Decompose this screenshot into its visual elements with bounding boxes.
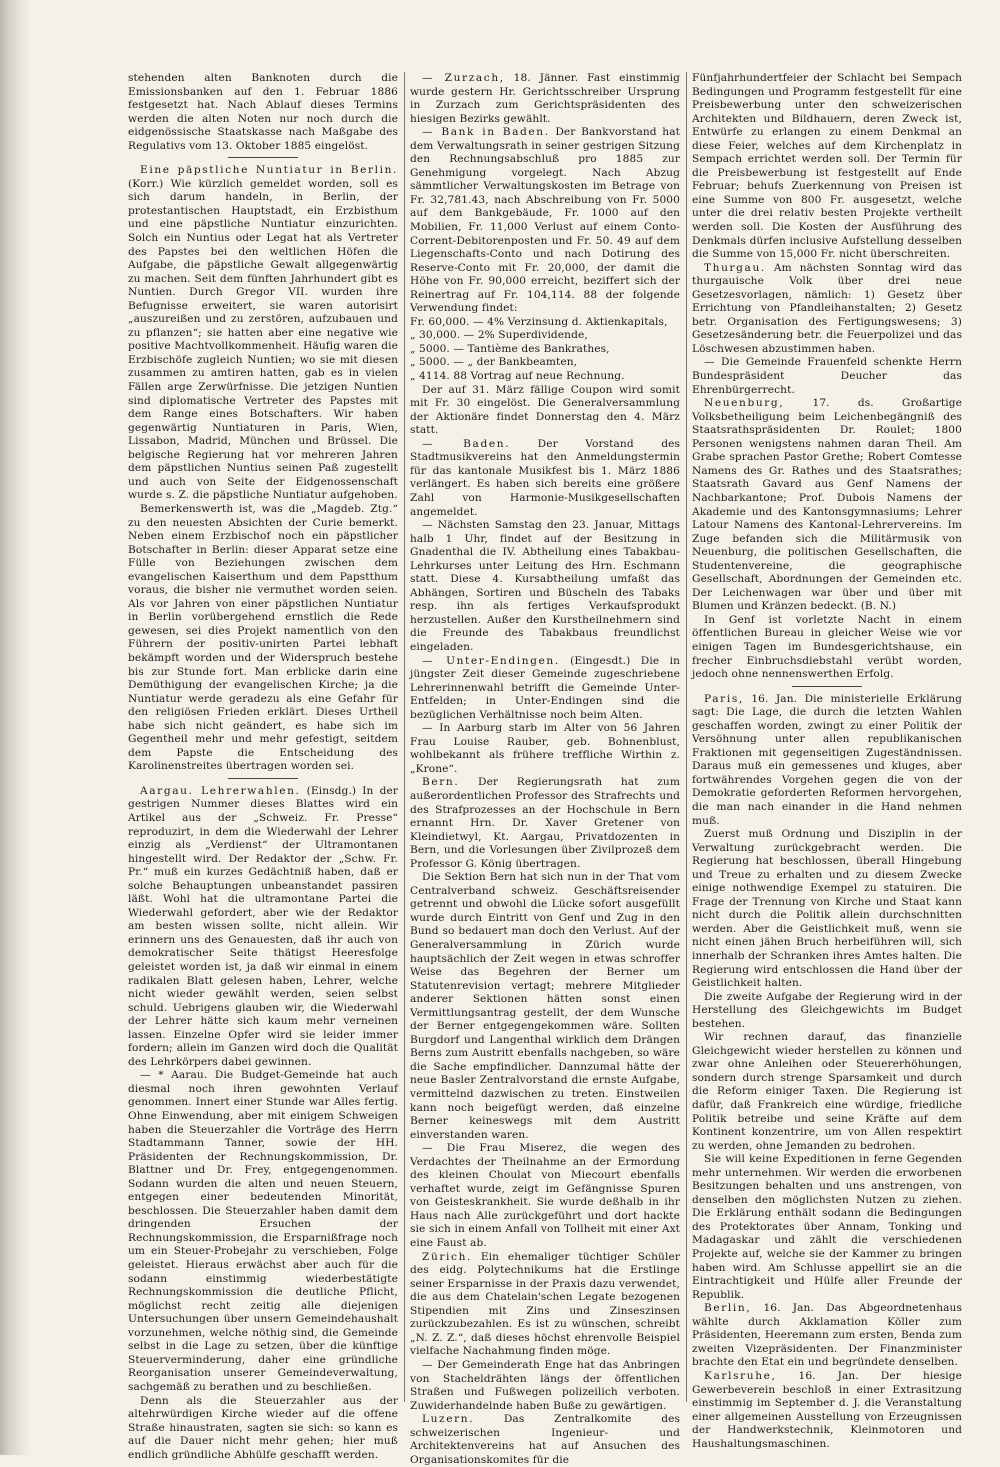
article-text: Der Regierungsrath hat zum außerordentlichen Professor des Strafrechts und des Strafprozesses an der Hochschule in Bern ernannt Hrn. Dr. Xaver Gretener von Kleindietwyl, Kt. Aargau, Privatdozenten in Bern, und die Vorlesungen über Zivilprozeß dem Professor G. König übertragen. [410, 776, 680, 870]
table-line [410, 343, 680, 357]
article-text: Der auf 31. März fällige Coupon wird somit mit Fr. 30 eingelöst. Die Generalversammlung der Aktionäre findet Donnerstag den 4. März statt. [410, 383, 680, 437]
article-paragraph [410, 871, 680, 1142]
article-text: 17. ds. Großartige Volksbetheiligung beim Leichenbegängniß des Staatsrathspräsidenten Dr. Roulet; 1800 Personen wenigstens nahmen daran Theil. Am Grabe sprachen Pastor Grethe; Robert Comtesse Namens des Gr. Rathes und des Staatsrathes; Staatsrath Gavard aus Genf Namens der Nachbarkantone; Prof. Dubois Namens der Akademie und des Kantonsgymnasiums; Lehrer Latour Namens des Kantonal-Lehrervereins. Im Zuge befanden sich die Militärmusik von Neuenburg, die politischen Gesellschaften, die Studentenvereine, die geographische Gesellschaft, Abordnungen der Gemeinden etc. Der Leichenwagen war über und über mit Blumen und Kränzen bedeckt. (B. N.) [692, 397, 962, 613]
section-separator [792, 686, 862, 687]
column-left [128, 72, 398, 1461]
article-heading: Thurgau. [704, 261, 766, 274]
article-heading: Luzern. [422, 1413, 475, 1426]
article-text: Denn als die Steuerzahler aus der altehrwürdigen Kirche wieder auf die offene Straße hinaustraten, sagten sie sich: so kann es auf die Dauer nicht mehr gehen; hier muß endlich gründliche Abhülfe geschafft werden. [128, 1394, 398, 1461]
article-paragraph [692, 1370, 962, 1451]
article-text: 16. Jan. Die ministerielle Erklärung sagt: Die Lage, die durch die letzten Wahlen geschaffen worden, zwingt zu einer Politik der Versöhnung unter allen republikanischen Fraktionen mit gegenseitigen Zugeständnissen. Daraus muß ein gemessenes und kluges, aber fortwährendes Vorgehen gegen die von der Demokratie geforderten Reformen hervorgehen, die man nach einander in die Hand nehmen muß. [692, 692, 962, 827]
article-text: Wir rechnen darauf, das finanzielle Gleichgewicht wieder herstellen zu können und zwar ohne Anleihen oder Steuererhöhungen, sondern durch strenge Sparsamkeit und durch die Reform einiger Taxen. Die Regierung ist dafür, daß Frankreich eine würdige, friedliche Politik betreibe und seine Kräfte auf dem Kontinent konzentrire, um von Allen respektirt zu werden, ohne Jemanden zu bedrohen. [692, 1031, 962, 1152]
newspaper-page [128, 72, 968, 1466]
article-paragraph [692, 262, 962, 357]
column-rule-right [686, 72, 687, 1402]
column-rule-left [404, 72, 405, 1402]
article-text: In Genf ist vorletzte Nacht in einem öffentlichen Bureau in gleicher Weise wie vor einigen Tagen im Bundesgerichtshause, ein frecher Einbruchsdiebstahl verübt worden, jedoch ohne nennenswerthen Erfolg. [692, 613, 962, 681]
article-paragraph [410, 519, 680, 654]
article-text: Sie will keine Expeditionen in ferne Gegenden mehr unternehmen. Wir werden die erworbenen Besitzungen behalten und uns anstrengen, von denselben den möglichsten Nutzen zu ziehen. Die Erklärung enthält sodann die Bedingungen des Protektorates über Annam, Tonking und Madagaskar und zählt die verschiedenen Projekte auf, welche sie der Kammer zu bringen haben wird. Am Schlusse appellirt sie an die Eintrachtigkeit und Hülfe aller Freunde der Republik. [692, 1153, 962, 1301]
article-text: „ 5000. — „ der Bankbeamten, [410, 356, 578, 369]
article-text: — * Aarau. Die Budget-Gemeinde hat auch diesmal noch ihren gewohnten Verlauf genommen. Innert einer Stunde war Alles fertig. Ohne Einwendung, aber mit einigem Schweigen haben die Steuerzahler die Vorträge des Herrn Stadtammann Tanner, sowie der HH. Präsidenten der Rechnungskommission, Dr. Blattner und Dr. Frey, entgegengenommen. Sodann wurden die alten und neuen Steuern, entgegen einer bedeutenden Minorität, beschlossen. Die Steuerzahler haben damit dem dringenden Ersuchen der Rechnungskommission, die Ersparnißfrage noch um ein Steuer-Probejahr zu verschieben, Folge geleistet. Hieraus erwächst aber auch für die sodann einstimmig wiederbestätigte Rechnungskommission die deutliche Pflicht, möglichst recht zeitig alle diejenigen Untersuchungen über unsern Gemeindehaushalt vorzunehmen, welche nöthig sind, die Gemeinde selbst in die Lage zu setzen, über die künftige Steuerverminderung, daher eine gründliche Reorganisation unserer Gemeindeverwaltung, sachgemäß zu berathen und zu beschließen. [128, 1069, 398, 1393]
article-text: 16. Jan. Das Abgeordnetenhaus wählte durch Akklamation Köller zum Präsidenten, Heeremann zum ersten, Benda zum zweiten Vizepräsidenten. Der Finanzminister brachte den Etat ein und begründete denselben. [692, 1302, 962, 1369]
article-heading: Zürich. [422, 1250, 472, 1263]
article-text: (Einsdg.) In der gestrigen Nummer dieses Blattes wird ein Artikel aus der „Schweiz. Fr. Presse“ reproduzirt, in dem die Wiederwahl der Lehrer einzig als „Verdienst“ der Ultramontanen hingestellt wird. Der Redaktor der „Schw. Fr. Pr.“ muß ein kurzes Gedächtniß haben, daß er solche Behauptungen unbeanstandet passiren läßt. Wohl hat die ultramontane Partei die Wiederwahl gefordert, aber wie der Redaktor am besten wissen sollte, nicht allein. Wir erinnern uns des Genauesten, daß ihr auch von demokratischer Seite thätigst Heeresfolge geleistet worden ist, ja daß wir einmal in einem radikalen Blatt gelesen haben, Lehrer, welche nicht wieder gewählt werden, seien selbst schuld. Uebrigens glauben wir, die Wiederwahl der Lehrer hätte sich kaum mehr verneinen lassen. Einzelne Opfer wird sie leider immer fordern; allein im Ganzen wird doch die Qualität des Lehrkörpers dabei gewinnen. [128, 784, 398, 1068]
article-heading: — Zurzach, [422, 72, 505, 84]
article-heading: — Baden. [422, 437, 511, 450]
article-text: „ 30,000. — 2% Superdividende, [410, 329, 588, 342]
article-paragraph [692, 356, 962, 397]
article-text: — Die Frau Miserez, die wegen des Verdachtes der Theilnahme an der Ermordung des kleinen Choulat von Miecourt ebenfalls verhaftet wurde, zeigt im Gefängnisse Spuren von Geisteskrankheit. Sie wurde deßhalb in ihr Haus nach Alle zurückgeführt und dort hackte sie sich in einem Anfall von Tollheit mit einer Axt eine Faust ab. [410, 1142, 680, 1250]
article-text: — In Aarburg starb im Alter von 56 Jahren Frau Louise Rauber, geb. Bohnenblust, wohlbekannt als frühere treffliche Wirthin z. „Krone“. [410, 722, 680, 775]
article-paragraph [128, 1395, 398, 1463]
article-text: Fr. 60,000. — 4% Verzinsung d. Aktienkapitals, [410, 315, 668, 328]
article-heading: — Bank in Baden. [422, 126, 550, 139]
article-paragraph [128, 72, 398, 153]
table-line [410, 356, 680, 370]
article-paragraph [410, 1251, 680, 1359]
article-text: — Nächsten Samstag den 23. Januar, Mittags halb 1 Uhr, findet auf der Besitzung in Gnadenthal die IV. Abtheilung eines Tabakbau-Lehrkurses unter Leitung des Hrn. Eschmann statt. Diese 4. Kursabtheilung umfaßt das Abhängen, Sortiren und Büscheln des Tabaks resp. ihn als fertiges Verkaufsprodukt herzustellen. Außer den Kurstheilnehmern sind die Freunde des Tabakbaus freundlichst eingeladen. [410, 519, 680, 653]
article-paragraph [692, 693, 962, 828]
article-text: Die zweite Aufgabe der Regierung wird in der Herstellung des Gleichgewichts im Budget bestehen. [692, 990, 962, 1030]
table-line [410, 329, 680, 343]
article-text: Das Zentralkomite des schweizerischen Ingenieur- und Architektenvereins hat auf Ansuchen des Organisationskomites für die [410, 1413, 680, 1466]
article-text: stehenden alten Banknoten durch die Emissionsbanken auf den 1. Februar 1886 festgesetzt hat. Nach Ablauf dieses Termins werden die alten Noten nur noch durch die eidgenössische Staatskasse nach Maßgabe des Regulativs vom 13. Oktober 1885 eingelöst. [128, 72, 398, 152]
article-text: (Eingesdt.) Die in jüngster Zeit dieser Gemeinde zugeschriebene Lehrerinnenwahl betrifft die Gemeinde Unter-Entfelden; in Unter-Endingen sind die bezüglichen Verhältnisse noch beim Alten. [410, 654, 681, 721]
article-heading: Berlin, [704, 1302, 752, 1315]
article-heading: Paris, [704, 692, 744, 705]
article-paragraph [410, 438, 680, 519]
article-paragraph [692, 72, 962, 262]
article-text: — Der Gemeinderath Enge hat das Anbringen von Stacheldrähten längs der öffentlichen Straßen und Fußwegen polizeilich verboten. Zuwiderhandelnde haben Buße zu gewärtigen. [410, 1358, 680, 1412]
article-paragraph [410, 1413, 680, 1467]
article-text: „ 5000. — Tantième des Bankrathes, [410, 342, 610, 355]
table-line [410, 370, 680, 384]
article-paragraph [410, 655, 680, 723]
article-paragraph [692, 397, 962, 614]
article-heading: Neuenburg, [704, 397, 785, 410]
table-line [410, 316, 680, 330]
article-paragraph [128, 164, 398, 503]
article-text: Zuerst muß Ordnung und Disziplin in der Verwaltung zurückgebracht werden. Die Regierung hat beschlossen, überall Hingebung und Treue zu erhalten und zu diesem Zwecke einige nothwendige Exempel zu statuiren. Die Frage der Trennung von Kirche und Staat kann nicht durch die Politik allein durchschnitten werden. Aber die Geistlichkeit muß, wenn sie nicht einen jähen Bruch herbeiführen will, sich innerhalb der Schranken ihres Amtes halten. Die Regierung wird entschlossen die Hand über der Geistlichkeit halten. [692, 828, 962, 990]
article-heading: Eine päpstliche Nuntiatur in Berlin. [140, 164, 398, 177]
column-middle [410, 72, 681, 1466]
column-right [692, 72, 962, 1450]
article-paragraph [410, 384, 680, 438]
article-text: — Die Gemeinde Frauenfeld schenkte Herrn Bundespräsident Deucher das Ehrenbürgerrecht. [692, 356, 962, 396]
article-paragraph [692, 991, 962, 1032]
section-separator [228, 778, 298, 779]
article-heading: Karlsruhe, [704, 1369, 777, 1382]
article-text: Ein ehemaliger tüchtiger Schüler des eidg. Polytechnikums hat die Erstlinge seiner Ersparnisse in der Praxis dazu verwendet, die aus dem Chatelain'schen Legate bezogenen Stipendien mit Zins und Zinseszinsen zurückzubezahlen. Es ist zu wünschen, schreibt „N. Z. Z.“, daß dieses höchst ehrenvolle Beispiel vielfache Nachahmung finden möge. [410, 1250, 680, 1358]
article-text: Die Sektion Bern hat sich nun in der That vom Centralverband schweiz. Geschäftsreisender getrennt und obwohl die Lücke sofort ausgefüllt wurde durch Eintritt von Genf und Zug in den Bund so bedauert man doch den Verlust. Auf der Generalversammlung in Zürich wurde hauptsächlich der Zeit wegen in etwas schroffer Weise das Begehren der Berner um Statutenrevision vertagt; mehrere Mitglieder anderer Sektionen hätten sonst einen Vermittlungsantrag gestellt, der dem Wunsche der Berner entgegengekommen wäre. Sollten Burgdorf und Langenthal wirklich dem Drängen Berns zum Austritt ebenfalls nachgeben, so wäre die Sache empfindlicher. Dannzumal hätte der neue Basler Zentralvorstand die ernste Aufgabe, vermittelnd dazwischen zu treten. Einstweilen kann noch beigefügt werden, daß einzelne Berner keineswegs mit dem Austritt einverstanden waren. [410, 871, 680, 1141]
article-text: (Korr.) Wie kürzlich gemeldet worden, soll es sich darum handeln, in Berlin, der protestantischen Hauptstadt, ein Erzbisthum und eine päpstliche Nuntiatur einzurichten. Solch ein Nuntius oder Legat hat als Vertreter des Papstes bei den weltlichen Höfen die Aufgabe, die päpstliche Gewalt allgegenwärtig zu machen. Seit dem fünften Jahrhundert gibt es Nuntien. Durch Gregor VII. wurden ihre Befugnisse erweitert, sie waren autorisirt „auszureißen und zu zerstören, aufzubauen und zu pflanzen“; sie hatten aber eine negative wie positive Machtvollkommenheit. Häufig waren die Erzbischöfe zugleich Nuntien; wo sie mit diesen zusammen zu amtiren hatten, gab es in vielen Fällen arge Zerwürfnisse. Die jetzigen Nuntien sind diplomatische Vertreter des Papstes mit dem Range eines Botschafters. Wir haben gegenwärtig Nuntiaturen in Paris, Wien, Lissabon, Madrid, München und Brüssel. Die belgische Regierung hat vor mehreren Jahren dem päpstlichen Nuntius seinen Paß zugestellt und auch von Seite der Eidgenossenschaft wurde s. Z. die päpstliche Nuntiatur aufgehoben. [128, 177, 398, 502]
article-text: Der Bankvorstand hat dem Verwaltungsrath in seiner gestrigen Sitzung den Rechnungsabschluß pro 1885 zur Genehmigung vorgelegt. Nach Abzug sämmtlicher Verwaltungskosten im Betrage von Fr. 32,781.43, nach Abschreibung von Fr. 5000 auf dem Bankgebäude, Fr. 1000 auf den Mobilien, Fr. 11,000 Verlust auf einem Conto-Corrent-Debitorenposten und Fr. 50. 49 auf dem Liegenschafts-Conto und nach Dotirung des Reserve-Conto mit Fr. 20,000, der damit die Höhe von Fr. 90,000 erreicht, beziffert sich der Reinertrag auf Fr. 104,114. 88 der folgende Verwendung findet: [410, 126, 680, 315]
article-paragraph [410, 722, 680, 776]
article-paragraph [692, 1031, 962, 1153]
article-paragraph [410, 72, 680, 126]
article-paragraph [410, 776, 680, 871]
article-paragraph [128, 1069, 398, 1394]
article-text: 18. Jänner. Fast einstimmig wurde gestern Hr. Gerichtsschreiber Ursprung in Zurzach zum Gerichtspräsidenten des hiesigen Bezirks gewählt. [410, 72, 680, 125]
article-text: 16. Jan. Der hiesige Gewerbeverein beschloß in einer Extrasitzung einstimmig im September d. J. die Veranstaltung einer allgemeinen Ausstellung von Erzeugnissen der Handwerkstechnik, Kleinmotoren und Haushaltungsmaschinen. [692, 1369, 962, 1450]
article-paragraph [410, 126, 680, 316]
article-paragraph [128, 785, 398, 1069]
article-paragraph [692, 614, 962, 682]
article-paragraph [410, 1359, 680, 1413]
article-text: Fünfjahrhundertfeier der Schlacht bei Sempach Bedingungen und Programm festgestellt für eine Preisbewerbung unter den schweizerischen Architekten und Bildhauern, deren Zweck ist, Entwürfe zu erlangen zu einem Denkmal an diese Feier, welches auf dem Kirchenplatz in Sempach errichtet werden soll. Der Termin für die Preisbewerbung ist festgestellt auf Ende Februar; behufs Zuerkennung von Preisen ist eine Summe von 800 Fr. ausgesetzt, welche unter die drei relativ besten Projekte vertheilt werden soll. Die Kosten der Ausführung des Denkmals dürfen inclusive Aufstellung desselben die Summe von 15,000 Fr. nicht überschreiten. [692, 72, 962, 261]
article-paragraph [692, 1153, 962, 1302]
article-paragraph [692, 828, 962, 991]
article-paragraph [692, 1302, 962, 1370]
article-paragraph [128, 503, 398, 774]
section-separator [228, 157, 298, 158]
page-shadow-edge [0, 0, 30, 1455]
article-text: Am nächsten Sonntag wird das thurgauische Volk über drei neue Gesetzesvorlagen, nämlich: 1) Gesetz über Errichtung von Pfandleihanstalten; 2) Gesetz betr. Organisation des Fertigungswesens; 3) Gesetzesänderung betr. die Feuerpolizei und das Löschwesen abzustimmen haben. [692, 261, 962, 355]
article-text: „ 4114. 88 Vortrag auf neue Rechnung. [410, 370, 625, 383]
article-heading: — Unter-Endingen. [422, 654, 560, 667]
article-heading: Bern. [422, 776, 460, 789]
article-text: Bemerkenswerth ist, was die „Magdeb. Ztg.“ zu den neuesten Absichten der Curie bemerkt. Neben einem Erzbischof noch ein päpstlicher Botschafter in Berlin: dieser Apparat setze eine Fülle von Beziehungen zwischen dem evangelischen Kaiserthum und dem Papstthum voraus, die bisher nie vermuthet worden seien. Als vor Jahren von einer päpstlichen Nuntiatur in Berlin vorübergehend ernstlich die Rede gewesen, sei dies Projekt namentlich von den Führern der positiv-unirten Partei lebhaft bekämpft worden und der Widerspruch bestehe bis zur Stunde fort. Man erblicke darin eine Demüthigung der evangelischen Kirche; ja die Nuntiatur werde geradezu als eine Gefahr für den religiösen Frieden erklärt. Dieses Urtheil habe sich nicht geändert, es habe sich im Gegentheil mehr und mehr gefestigt, seitdem dem Papste die Entscheidung des Karolinenstreites übertragen worden sei. [128, 502, 398, 773]
article-text: Der Vorstand des Stadtmusikvereins hat den Anmeldungstermin für das kantonale Musikfest bis 1. März 1886 verlängert. Es haben sich bereits eine größere Zahl von Harmonie-Musikgesellschaften angemeldet. [410, 437, 680, 518]
article-paragraph [410, 1142, 680, 1250]
article-heading: Aargau. Lehrerwahlen. [140, 784, 301, 797]
